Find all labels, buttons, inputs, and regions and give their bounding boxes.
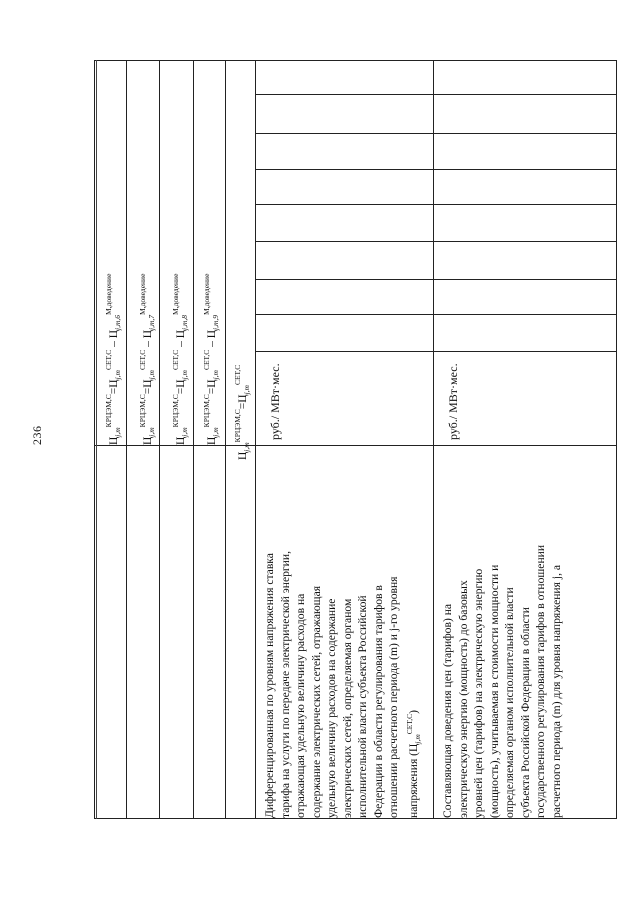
desc-line: тарифа на услуги по передаче электрической энергии, <box>278 551 292 818</box>
row-1-description <box>262 460 425 818</box>
row-divider <box>126 61 127 818</box>
desc-line: содержание электрических сетей, отражающая <box>309 585 323 818</box>
desc-line: (мощность), учитываемая в стоимости мощности и <box>487 564 501 818</box>
desc-line-last: напряжения $(Ц_{j,m}^{СЕТ,С})$ <box>404 710 422 818</box>
page-number: 236 <box>30 425 44 445</box>
desc-line: определяемая органом исполнительной власти <box>503 587 516 818</box>
desc-line: электрическую энергию (мощность) до базовых <box>456 580 470 818</box>
grid-line <box>255 314 616 315</box>
row-2-description <box>440 460 564 818</box>
desc-line: субъекта Российской Федерации в области <box>518 607 532 818</box>
row-divider <box>159 61 160 818</box>
desc-line: расчетного периода (m) для уровня напряжения j, а <box>549 564 563 818</box>
grid-line <box>255 241 616 242</box>
row-divider <box>193 61 194 818</box>
grid-line <box>255 351 616 352</box>
formula-2: $Ц_{j,m}^{КРЦЭМ,С}=Ц_{j,m}^{СЕТ,С} - Ц_{j,m,7}^{М,доведение}$ <box>138 273 156 445</box>
desc-line: исполнительной власти субъекта Российской <box>356 595 369 818</box>
grid-line <box>255 94 616 95</box>
formula-1: $Ц_{j,m}^{КРЦЭМ,С}=Ц_{j,m}^{СЕТ,С} - Ц_{j,m,6}^{М,доведение}$ <box>104 273 122 445</box>
grid-line <box>255 204 616 205</box>
formula-4: $Ц_{j,m}^{КРЦЭМ,С}=Ц_{j,m}^{СЕТ,С} - Ц_{j,m,9}^{М,доведение}$ <box>202 273 220 445</box>
desc-line: отношении расчетного периода (m) и j-го уровня <box>387 576 400 818</box>
desc-line: отражающая удельную величину расходов на <box>294 593 307 818</box>
row-2-unit: руб./ МВт·мес. <box>446 363 460 440</box>
row-divider <box>255 61 256 818</box>
grid-line <box>255 169 616 170</box>
desc-line: Дифференцированная по уровням напряжения ставка <box>263 553 276 818</box>
grid-line <box>255 133 616 134</box>
grid-line <box>95 445 616 446</box>
formula-3: $Ц_{j,m}^{КРЦЭМ,С}=Ц_{j,m}^{СЕТ,С} - Ц_{j,m,8}^{М,доведение}$ <box>171 273 189 445</box>
desc-line: уровней цен (тарифов) на электрическую энергию <box>472 568 485 818</box>
desc-line: электрических сетей, определяемая органом <box>340 598 354 818</box>
desc-line: удельную величину расходов на содержание <box>325 598 338 818</box>
row-1-unit: руб./ МВт·мес. <box>268 363 282 440</box>
margin-line <box>96 60 97 819</box>
desc-line: Федерации в области регулирования тарифов в <box>371 585 385 818</box>
row-divider <box>433 61 434 818</box>
row-divider <box>225 61 226 818</box>
desc-line: государственного регулирования тарифов в отношении <box>534 544 547 818</box>
grid-line <box>255 279 616 280</box>
formula-5: $Ц_{j,m}^{КРЦЭМ,С}=Ц_{j,m}^{СЕТ,С}$ <box>233 364 251 460</box>
desc-line: Составляющая доведения цен (тарифов) на <box>441 603 454 818</box>
